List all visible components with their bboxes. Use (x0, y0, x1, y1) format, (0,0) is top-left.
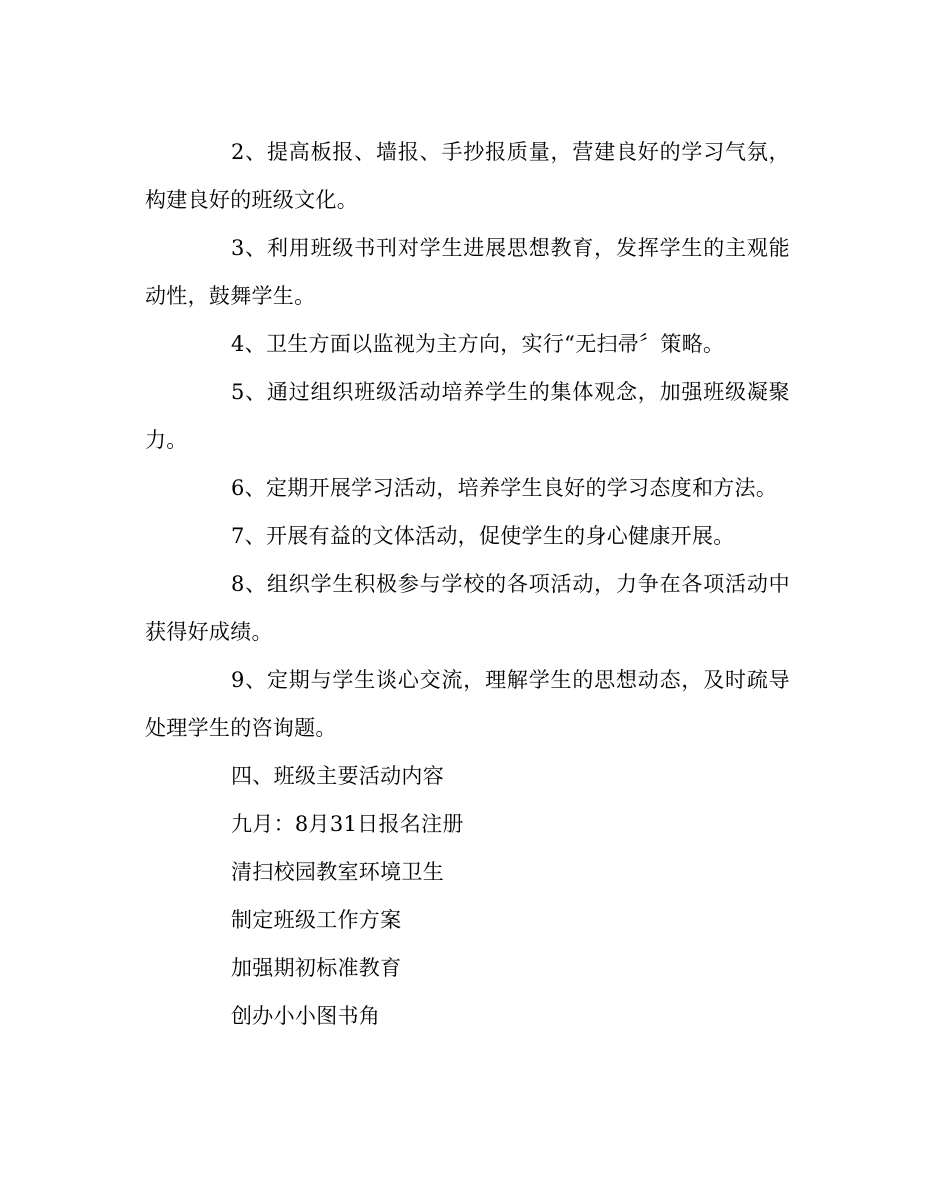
paragraph-item-8: 8、组织学生积极参与学校的各项活动，力争在各项活动中获得好成绩。 (145, 572, 790, 644)
paragraph-item-6: 6、定期开展学习活动，培养学生良好的学习态度和方法。 (231, 476, 778, 500)
activity-line-cleaning: 清扫校园教室环境卫生 (231, 860, 444, 884)
document-body (145, 128, 790, 1040)
section-heading: 四、班级主要活动内容 (231, 764, 444, 788)
paragraph-item-3: 3、利用班级书刊对学生进展思想教育，发挥学生的主观能动性，鼓舞学生。 (145, 236, 790, 308)
paragraph-item-7: 7、开展有益的文体活动，促使学生的身心健康开展。 (231, 524, 735, 548)
paragraph-item-9: 9、定期与学生谈心交流，理解学生的思想动态，及时疏导处理学生的咨询题。 (145, 668, 790, 740)
activity-line-plan: 制定班级工作方案 (231, 908, 402, 932)
paragraph-item-5: 5、通过组织班级活动培养学生的集体观念，加强班级凝聚力。 (145, 380, 790, 452)
paragraph-item-4: 4、卫生方面以监视为主方向，实行“无扫帚〞策略。 (231, 332, 725, 356)
activity-line-september: 九月：8月31日报名注册 (231, 812, 464, 836)
paragraph-item-2: 2、提高板报、墙报、手抄报质量，营建良好的学习气氛，构建良好的班级文化。 (145, 140, 790, 212)
activity-line-education: 加强期初标准教育 (231, 956, 402, 980)
activity-line-library: 创办小小图书角 (231, 1004, 381, 1028)
